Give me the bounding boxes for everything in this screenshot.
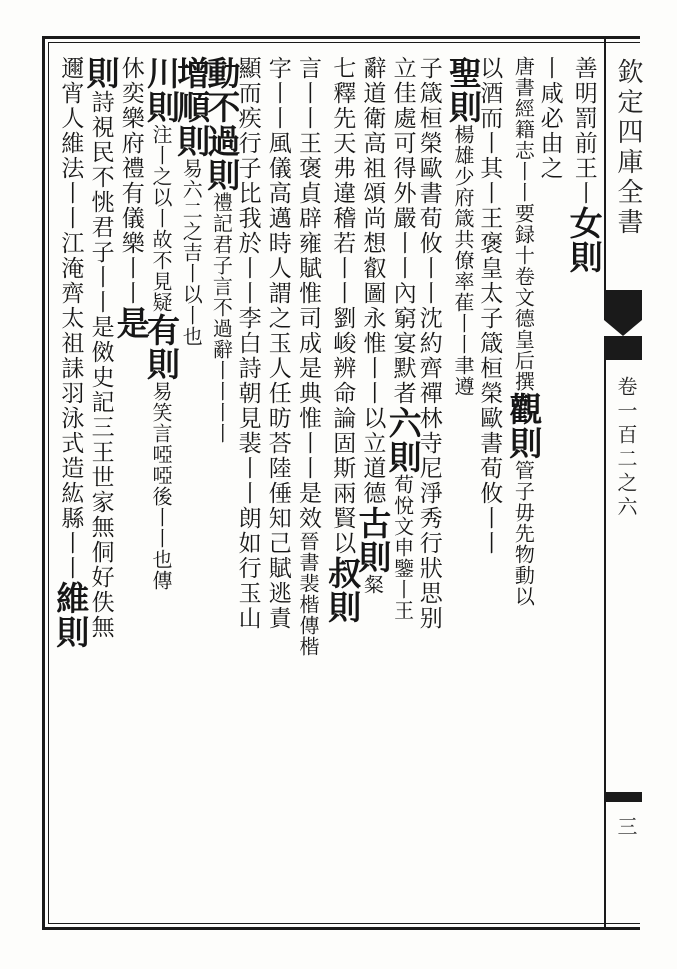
text-column <box>266 56 289 631</box>
text-column <box>538 56 561 181</box>
headword: 聖則 <box>444 56 483 124</box>
text-column <box>417 56 440 631</box>
text-run: 顯而疾行子比我於丨丨李白詩朝見裴丨丨朗如行玉山 <box>234 56 261 631</box>
text-column <box>504 56 544 607</box>
text-column <box>51 56 91 649</box>
text-column <box>476 56 503 556</box>
annotation-run: 荀悅文申鑒丨王 <box>390 474 415 621</box>
headword: 則 <box>81 56 121 90</box>
headword: 古則 <box>353 506 393 574</box>
text-run: 子箴桓榮歐書荀攸丨丨沈約齊禪林寺尼淨秀行狀思别 <box>415 56 442 631</box>
text-run: 邇宵人維法丨丨江淹齊太祖誄羽泳式造紘縣丨丨 <box>57 56 84 581</box>
text-run: 辭道衛高祖頌尚想叡圖永惟丨丨以立道德 <box>359 56 386 506</box>
annotation-run: 粲 <box>360 574 385 595</box>
text-run: 七釋先天弗違稽若丨丨劉峻辨命論固斯兩賢以 <box>329 56 356 556</box>
headword: 六則 <box>383 406 423 474</box>
headword: 叔則 <box>323 556 363 624</box>
text-column <box>111 56 151 340</box>
headword: 增順則 <box>172 56 212 158</box>
folio-number: 三 <box>614 816 638 840</box>
annotation-run: 易笑言啞啞後丨丨也傳 <box>149 381 173 591</box>
text-run: 以酒而丨其丨王褒皇太子箴桓榮歐書荀攸丨丨 <box>476 56 503 556</box>
headword: 觀則 <box>504 392 544 460</box>
text-column <box>564 56 604 274</box>
text-column <box>444 56 483 397</box>
headword: 川則 <box>142 56 181 124</box>
annotation-run: 易六二之吉丨以丨也 <box>179 158 204 347</box>
text-column <box>296 56 319 657</box>
text-run: 詩視民不恌君子丨丨是傚史記三王世家無侗好佚無 <box>87 90 114 640</box>
headword: 女則 <box>564 206 604 274</box>
text-run: 字丨丨風儀高邁時人謂之玉人任昉荅陸倕知己賦逃責 <box>264 56 291 631</box>
text-column <box>323 56 363 624</box>
text-column <box>81 56 121 640</box>
text-run: 立佳處可得外嚴丨丨內窮宴默者 <box>389 56 416 406</box>
annotation-run: 唐書經籍志丨丨要録十卷文德皇后撰 <box>511 56 536 392</box>
volume-label: 卷一百二之六 <box>614 376 638 520</box>
headword: 動不過則 <box>202 56 242 192</box>
annotation-run: 注丨之以丨故不見疑 <box>149 124 173 313</box>
text-run: 善明罰前王丨 <box>570 56 597 206</box>
text-run: 丨咸必由之 <box>536 56 563 181</box>
annotation-run: 禮記君子言不過辭丨丨丨丨 <box>209 192 234 444</box>
book-title: 欽定四庫全書 <box>613 58 643 238</box>
headword: 是 <box>111 306 151 340</box>
headword: 有則 <box>142 313 181 381</box>
book-page <box>42 36 643 930</box>
text-run: 言丨丨王褒貞辟雍賦惟司成是典惟丨丨是效 <box>295 56 321 531</box>
annotation-run: 晉書裴楷傳楷 <box>296 531 320 657</box>
fore-edge-margin <box>604 36 642 930</box>
text-run: 休奕樂府禮有儀樂丨丨 <box>117 56 144 306</box>
annotation-run: 管子毋先物動以 <box>511 460 536 607</box>
headword: 維則 <box>51 581 91 649</box>
fishtail-mark <box>604 290 642 360</box>
fishtail-mark-lower <box>604 792 642 802</box>
text-column <box>353 56 393 595</box>
annotation-run: 楊雄少府箴共僚率萑丨丨聿遵 <box>451 124 475 397</box>
